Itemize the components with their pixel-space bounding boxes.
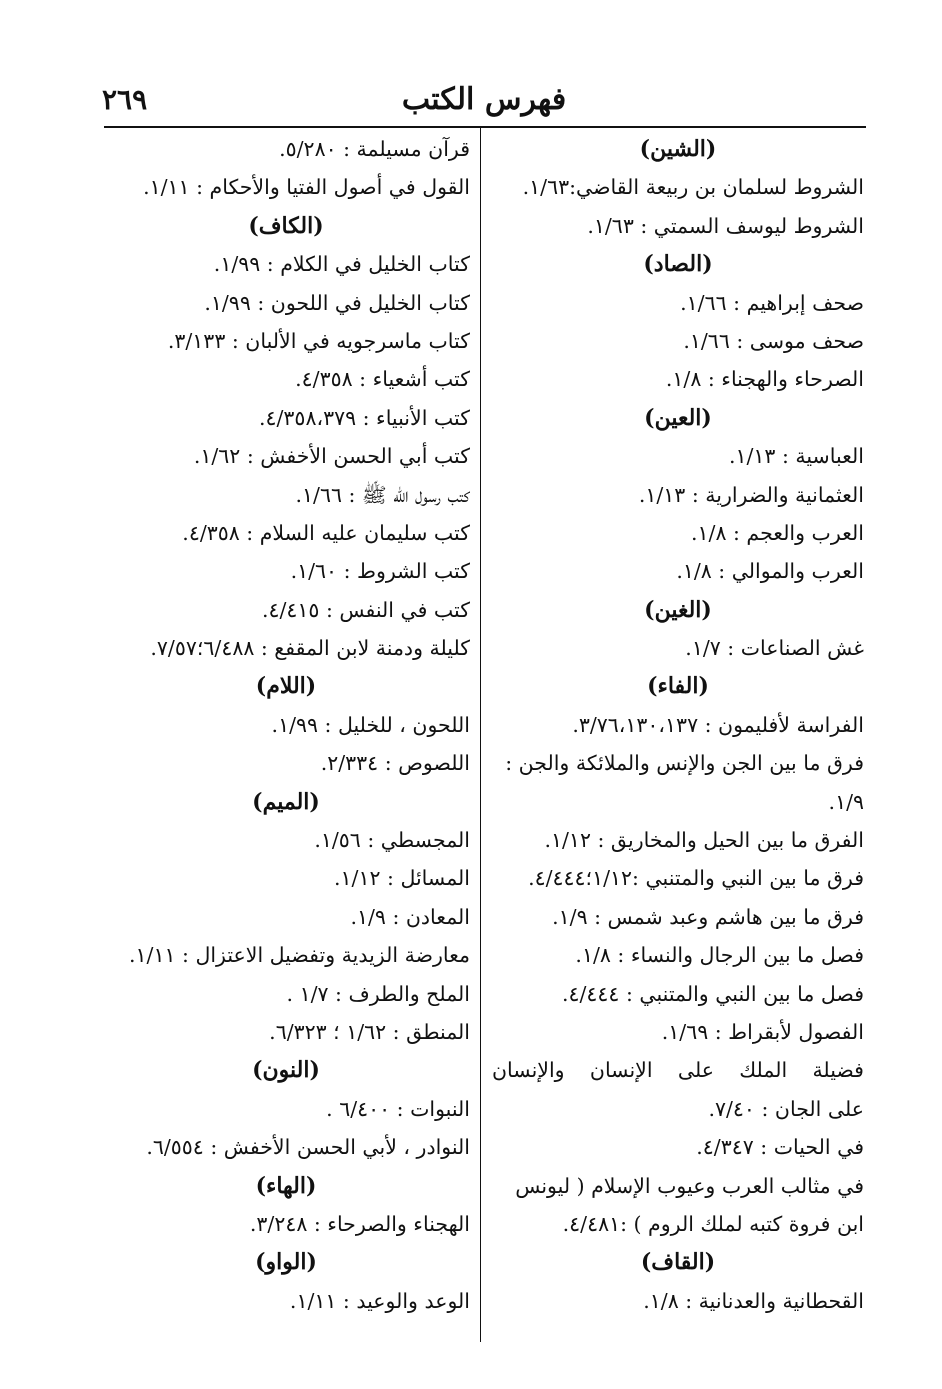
section-heading: (الصاد) [643,251,713,278]
index-entry: الشروط ليوسف السمتي : ١/٦٣. [587,213,864,238]
index-entry: اللحون ، للخليل : ١/٩٩. [271,712,470,737]
index-entry: ١/٩. [828,789,864,814]
index-entry: المعادن : ١/٩. [350,904,470,929]
index-entry: غش الصناعات : ١/٧. [685,636,864,661]
index-entry: في مثالب العرب وعيوب الإسلام ( ليونس [515,1173,864,1198]
index-entry: فرق ما بين النبي والمتنبي :١/١٢؛٤/٤٤٤. [528,866,864,891]
section-heading: (الكاف) [248,212,324,239]
index-column-left [102,130,470,1320]
index-entry: فرق ما بين هاشم وعبد شمس : ١/٩. [552,904,864,929]
index-entry: النبوات : ٦/٤٠٠ . [326,1096,470,1121]
index-entry: الفصول لأبقراط : ١/٦٩. [661,1019,864,1044]
index-entry: المنطق : ١/٦٢ ؛ ٦/٣٢٣. [269,1019,470,1044]
index-entry: كتب الشروط : ١/٦٠. [290,559,470,584]
index-entry: فصل ما بين الرجال والنساء : ١/٨. [575,943,864,968]
section-heading: (القاف) [640,1249,716,1276]
index-entry: المجسطي : ١/٥٦. [314,828,470,853]
index-entry: القحطانية والعدنانية : ١/٨. [643,1288,864,1313]
index-entry: العرب والعجم : ١/٨. [691,520,864,545]
column-divider [480,128,481,1342]
index-entry: النوادر ، لأبي الحسن الأخفش : ٦/٥٥٤. [146,1135,470,1160]
page-number: ٢٦٩ [102,83,148,116]
index-entry: قرآن مسيلمة : ٥/٢٨٠. [279,137,470,161]
index-entry: الشروط لسلمان بن ربيعة القاضي:١/٦٣. [522,175,864,200]
index-entry: المسائل : ١/١٢. [334,866,470,891]
section-heading: (الهاء) [255,1172,317,1199]
index-entry: فضيلة الملك على الإنسان والإنسان [492,1058,864,1083]
index-entry: كتاب ماسرجويه في الألبان : ٣/١٣٣. [167,328,470,353]
page-header [100,78,868,124]
index-entry: العباسية : ١/١٣. [728,444,864,469]
index-entry: صحف موسى : ١/٦٦. [683,328,864,353]
index-entry: الفرق ما بين الحيل والمخاريق : ١/١٢. [544,828,864,853]
index-entry: كتاب الخليل في الكلام : ١/٩٩. [213,252,470,277]
index-entry: العثمانية والضرارية : ١/١٣. [638,482,864,507]
page-title: فهرس الكتب [401,82,567,117]
index-entry: على الجان : ٧/٤٠. [708,1096,864,1121]
section-heading: (اللام) [255,673,317,700]
index-entry: فصل ما بين النبي والمتنبي : ٤/٤٤٤. [561,981,864,1006]
index-entry: كتاب الخليل في اللحون : ١/٩٩. [204,290,470,315]
index-entry: الصرحاء والهجناء : ١/٨. [665,367,864,392]
index-entry: العرب والموالي : ١/٨. [676,559,864,584]
section-heading: (الواو) [255,1249,317,1276]
index-entry: صحف إبراهيم : ١/٦٦. [680,290,864,315]
index-entry: في الحيات : ٤/٣٤٧. [696,1135,864,1160]
index-column-right [492,130,864,1320]
section-heading: (العين) [644,404,712,431]
index-entry: كليلة ودمنة لابن المقفع : ٦/٤٨٨؛٧/٥٧. [150,636,470,661]
section-heading: (الشين) [639,136,717,162]
section-heading: (النون) [252,1057,320,1084]
index-entry: كتب سليمان عليه السلام : ٤/٣٥٨. [182,520,470,545]
index-entry: كتب في النفس : ٤/٤١٥. [261,597,470,622]
index-entry: كتب الأنبياء : ٤/٣٥٨،٣٧٩. [258,405,470,430]
index-entry: القول في أصول الفتيا والأحكام : ١/١١. [143,175,470,200]
index-entry: الهجناء والصرحاء : ٣/٢٤٨. [249,1211,470,1236]
section-heading: (الغين) [644,596,712,623]
index-entry: ابن فروة كتبه لملك الروم ) :٤/٤٨١. [562,1211,864,1236]
section-heading: (الميم) [252,788,320,815]
index-entry: كتب أبي الحسن الأخفش : ١/٦٢. [193,444,470,469]
index-entry: فرق ما بين الجن والإنس والملائكة والجن : [505,751,864,776]
index-entry: كتب أشعياء : ٤/٣٥٨. [295,367,470,392]
index-entry: الوعد والوعيد : ١/١١. [289,1288,470,1313]
section-heading: (الفاء) [647,673,709,700]
index-entry: كتب رسول الله ﷺ : ١/٦٦. [295,482,470,507]
index-entry: الملح والطرف : ١/٧ . [286,981,470,1006]
header-rule [104,126,866,128]
index-entry: معارضة الزيدية وتفضيل الاعتزال : ١/١١. [129,943,470,968]
index-entry: اللصوص : ٢/٣٣٤. [320,751,470,776]
index-entry: الفراسة لأفليمون : ٣/٧٦،١٣٠،١٣٧. [572,712,864,737]
